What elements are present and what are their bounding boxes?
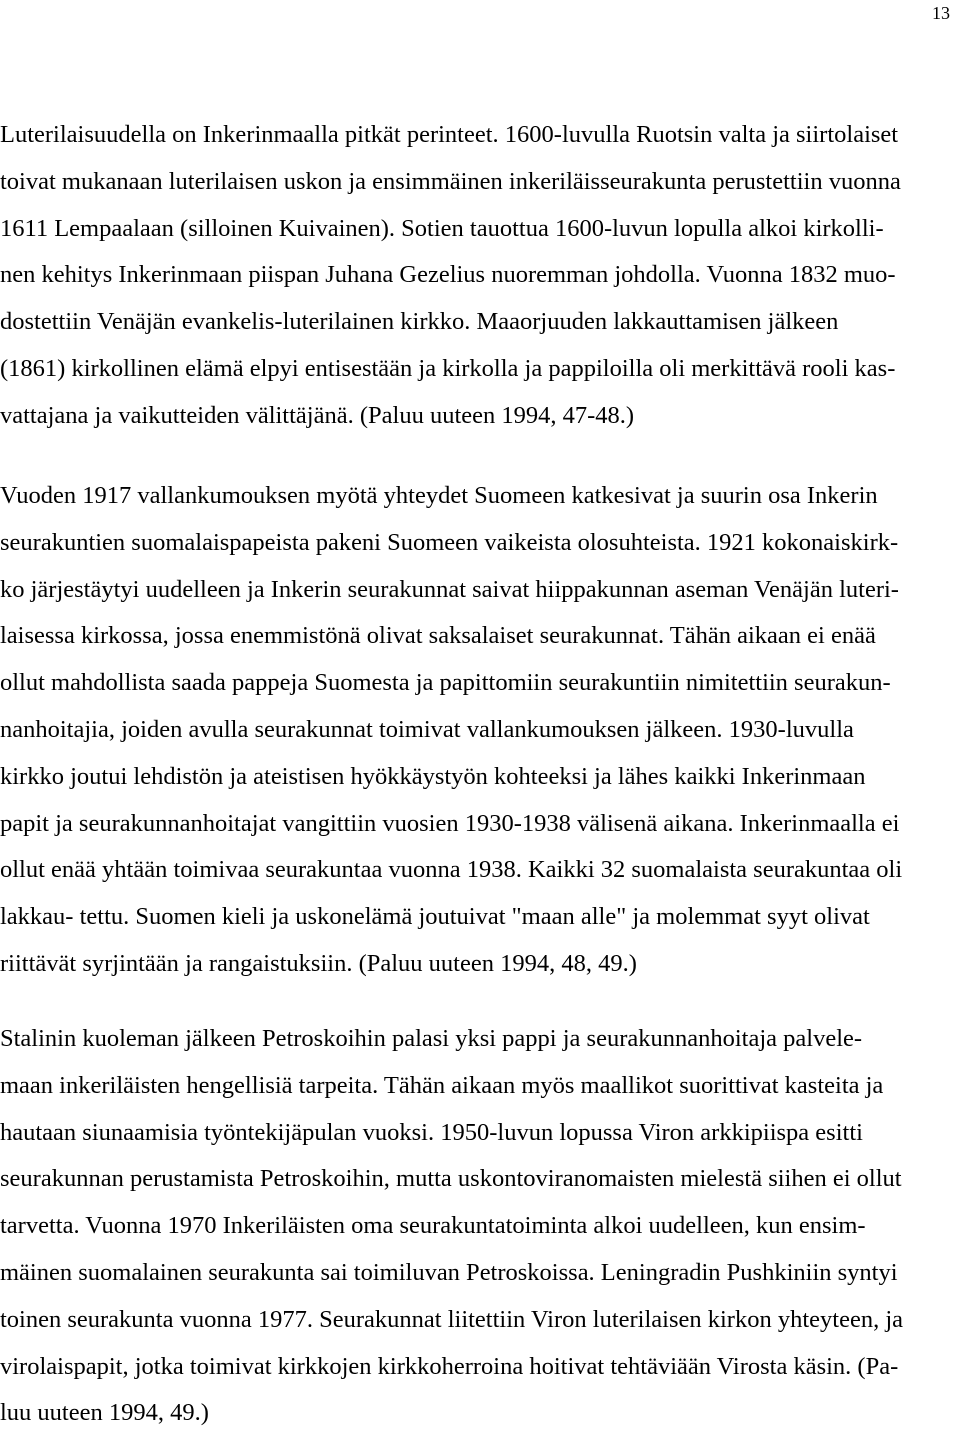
text-line: ollut enää yhtään toimivaa seurakuntaa vuonna 1938. Kaikki 32 suomalaista seurakuntaa oli — [0, 856, 903, 884]
text-line: ko järjestäytyi uudelleen ja Inkerin seurakunnat saivat hiippakunnan aseman Venäjän luteri- — [0, 575, 899, 603]
text-line: riittävät syrjintään ja rangaistuksiin. (Paluu uuteen 1994, 48, 49.) — [0, 949, 637, 977]
text-line: toinen seurakunta vuonna 1977. Seurakunnat liitettiin Viron luterilaisen kirkon yhteyteen, ja — [0, 1305, 904, 1333]
paragraph-lutheranism-history — [0, 112, 960, 440]
page-number: 13 — [932, 3, 950, 23]
text-line: toivat mukanaan luterilaisen uskon ja ensimmäinen inkeriläisseurakunta perustettiin vuonna — [0, 167, 901, 195]
text-line: luu uuteen 1994, 49.) — [0, 1399, 209, 1427]
text-line: seurakunnan perustamista Petroskoihin, mutta uskontoviranomaisten mielestä siihen ei ollut — [0, 1165, 902, 1193]
text-line: (1861) kirkollinen elämä elpyi entisestään ja kirkolla ja pappiloilla oli merkittävä rooli kas- — [0, 354, 896, 382]
text-line: Vuoden 1917 vallankumouksen myötä yhteydet Suomeen katkesivat ja suurin osa Inkerin — [0, 482, 878, 509]
text-line: maan inkeriläisten hengellisiä tarpeita. Tähän aikaan myös maallikot suorittivat kasteita ja — [0, 1071, 884, 1099]
text-line: lakkau- tettu. Suomen kieli ja uskonelämä joutuivat "maan alle" ja molemmat syyt olivat — [0, 903, 870, 931]
text-line: Stalinin kuoleman jälkeen Petroskoihin palasi yksi pappi ja seurakunnanhoitaja palvele- — [0, 1025, 863, 1052]
text-line: vattajana ja vaikutteiden välittäjänä. (Paluu uuteen 1994, 47-48.) — [0, 401, 635, 429]
text-line: hautaan siunaamisia työntekijäpulan vuoksi. 1950-luvun lopussa Viron arkkipiispa esitti — [0, 1118, 863, 1146]
text-line: ollut mahdollista saada pappeja Suomesta ja papittomiin seurakuntiin nimitettiin seurakun- — [0, 669, 891, 697]
text-line: laisessa kirkossa, jossa enemmistönä olivat saksalaiset seurakunnat. Tähän aikaan ei enää — [0, 622, 876, 650]
text-line: nanhoitajia, joiden avulla seurakunnat toimivat vallankumouksen jälkeen. 1930-luvulla — [0, 715, 854, 743]
text-line: papit ja seurakunnanhoitajat vangittiin vuosien 1930-1938 välisenä aikana. Inkerinmaalla ei — [0, 809, 900, 837]
text-line: virolaispapit, jotka toimivat kirkkojen kirkkoherroina hoitivat tehtäviään Virosta käsin. (Pa- — [0, 1352, 899, 1380]
paragraph-post-stalin-era — [0, 1016, 960, 1437]
text-line: mäinen suomalainen seurakunta sai toimiluvan Petroskoissa. Leningradin Pushkiniin syntyi — [0, 1258, 898, 1286]
paragraph-revolution-era — [0, 473, 960, 988]
text-line: kirkko joutui lehdistön ja ateistisen hyökkäystyön kohteeksi ja lähes kaikki Inkerinmaan — [0, 762, 866, 790]
text-line: seurakuntien suomalaispapeista pakeni Suomeen vaikeista olosuhteista. 1921 kokonaiskirk- — [0, 528, 899, 556]
text-line: tarvetta. Vuonna 1970 Inkeriläisten oma seurakuntatoiminta alkoi uudelleen, kun ensim- — [0, 1212, 866, 1240]
text-line: 1611 Lempaalaan (silloinen Kuivainen). Sotien tauottua 1600-luvun lopulla alkoi kirkolli- — [0, 214, 884, 242]
text-line: Luterilaisuudella on Inkerinmaalla pitkät perinteet. 1600-luvulla Ruotsin valta ja siirtolaiset — [0, 121, 899, 148]
text-line: nen kehitys Inkerinmaan piispan Juhana Gezelius nuoremman johdolla. Vuonna 1832 muo- — [0, 261, 896, 289]
text-line: dostettiin Venäjän evankelis-luterilainen kirkko. Maaorjuuden lakkauttamisen jälkeen — [0, 308, 839, 336]
